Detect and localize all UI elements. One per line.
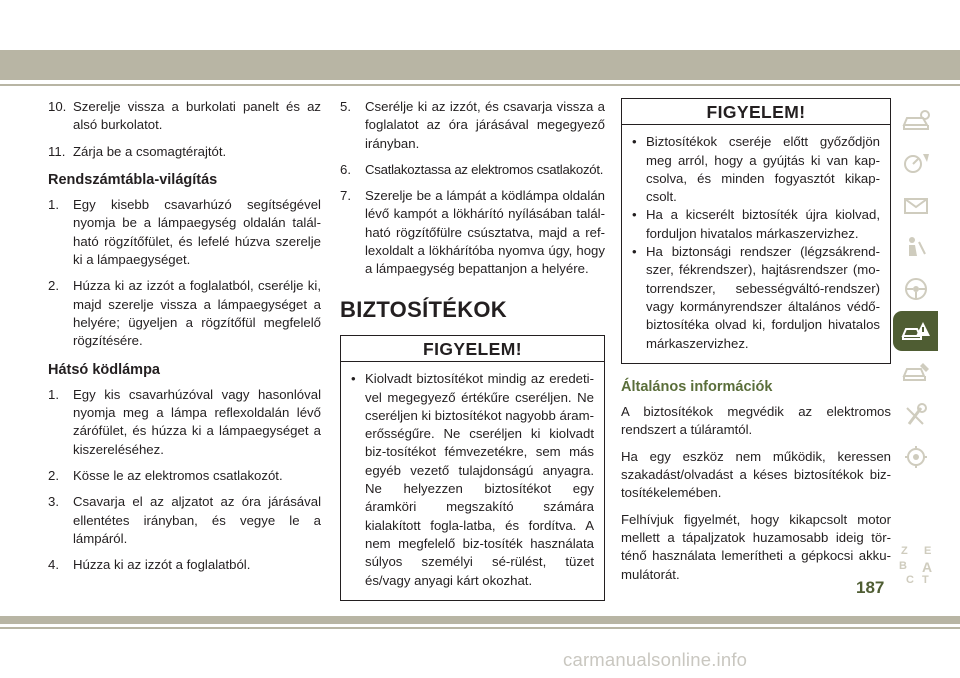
step-number: 10.	[48, 99, 67, 114]
fog-step-3	[48, 493, 321, 548]
column-middle	[340, 98, 605, 601]
step-11	[48, 143, 321, 161]
step-text: Egy kis csavarhúzóval vagy hasonlóval nyomja meg a lámpa reflexoldalán lévő zárófület, és húzza ki a lámpaegységet a kiszereléséhez.	[73, 386, 321, 457]
step-number: 7.	[340, 188, 351, 204]
fog-step-7	[340, 187, 605, 278]
tab-tools[interactable]	[893, 395, 938, 435]
warning-bullet	[351, 370, 594, 590]
step-number: 4.	[48, 557, 59, 573]
paragraph: A biztosítékok megvédik az elektromos rendszert a túláramtól.	[621, 404, 891, 438]
fog-step-4	[48, 556, 321, 574]
tab-dashboard[interactable]	[893, 143, 938, 183]
index-letter: C	[906, 574, 914, 586]
warning-box	[340, 335, 605, 601]
step-text: Zárja be a csomagtérajtót.	[73, 143, 227, 159]
step-text: Szerelje be a lámpát a ködlámpa oldalán lévő kampót a lökhárító nyílásában talál-ható rögzítőfülre csúsztatva, majd a ref-lexoldalt a lökhárítóba nyomva úgy, hogy a lámpaegység bepattanjon a helyére.	[365, 188, 605, 277]
page-number: 187	[856, 578, 885, 597]
index-letter: A	[922, 559, 933, 575]
step-number: 1.	[48, 197, 59, 213]
step-number: 2.	[48, 278, 59, 294]
warning-body	[341, 362, 604, 600]
fog-step-5	[340, 98, 605, 153]
header-line	[0, 84, 960, 86]
index-letter: T	[922, 574, 929, 586]
bullet-text: Kiolvadt biztosítékot mindig az eredeti-vel megegyező értékűre cseréljen. Ne cseréljen ki biztosítékot nagyobb áram-erősségűre. Ne cseréljen ki kiolvadt biz-tosítékot fémvezetékre, sem más egyéb vezető tulajdonságú anyagra. Ne helyezzen biztosítékot egy áramköri megszakító számára kialakított fogla-latba, és fordítva. A nem megfelelő biz-tosíték használata súlyos személyi sé-rülést, tüzet és/vagy anyagi kárt okozhat.	[365, 371, 594, 588]
warning-car-icon	[901, 318, 931, 344]
safety-icon	[901, 234, 931, 260]
tab-messages[interactable]	[893, 185, 938, 225]
step-10	[48, 98, 321, 135]
step-text: Cserélje ki az izzót, és csavarja vissza a foglalatot az óra járásával megegyező irányban.	[365, 99, 605, 151]
step-number: 11.	[48, 143, 66, 159]
service-icon	[901, 360, 931, 386]
tab-steering[interactable]	[893, 269, 938, 309]
index-letter: B	[899, 560, 907, 572]
section-title-fuses: BIZTOSÍTÉKOK	[340, 296, 507, 322]
footer-band	[0, 616, 960, 624]
column-right	[621, 98, 891, 592]
tab-safety[interactable]	[893, 227, 938, 267]
warning-bullet	[632, 206, 880, 243]
step-text: Kösse le az elektromos csatlakozót.	[73, 468, 283, 484]
index-letter: Z	[901, 545, 908, 557]
heading-plate-light: Rendszámtábla-világítás	[48, 171, 218, 188]
step-text: Csatlakoztassa az elektromos csatlakozót.	[365, 161, 604, 177]
watermark: carmanualsonline.info	[563, 649, 748, 670]
step-text: Egy kisebb csavarhúzó segítségével nyomja be a lámpaegység oldalán talál-ható rögzítőfület, és lefelé húzva szerelje ki a lámpaegységet.	[73, 197, 321, 268]
bullet-dot: •	[632, 134, 637, 150]
fog-step-2	[48, 467, 321, 485]
fog-step-1	[48, 386, 321, 459]
warning-bullet	[632, 243, 880, 353]
bullet-dot: •	[632, 207, 637, 223]
plate-step-1	[48, 196, 321, 269]
heading-general-info: Általános információk	[621, 378, 773, 395]
heading-rear-fog: Hátsó ködlámpa	[48, 361, 160, 378]
dashboard-icon	[901, 150, 931, 176]
warning-title: FIGYELEM!	[622, 99, 890, 125]
fog-step-6	[340, 161, 605, 179]
step-number: 3.	[48, 494, 59, 510]
step-number: 2.	[48, 468, 59, 484]
bullet-dot: •	[351, 371, 356, 387]
step-text: Húzza ki az izzót a foglalatból, cserélje ki, majd szerelje vissza a lámpaegységet a helyére; ügyeljen a rögzítőfül megfelelő rögzítésére.	[73, 278, 321, 349]
tab-service[interactable]	[893, 353, 938, 393]
paragraph: Felhívjuk figyelmét, hogy kikapcsolt motor mellett a tápaljzatok huzamosabb ideig tör-ténő használata lemerítheti a gépkocsi akku-mulátorát.	[621, 511, 891, 582]
plate-step-2	[48, 277, 321, 350]
alphabetical-index-tab[interactable]	[898, 545, 938, 587]
step-text: Csavarja el az aljzatot az óra járásával ellentétes irányban, és vegye le a lámpáról.	[73, 494, 321, 546]
bullet-text: Ha a kicserélt biztosíték újra kiolvad, forduljon hivatalos márkaszervizhez.	[646, 207, 880, 241]
warning-title: FIGYELEM!	[341, 336, 604, 362]
car-info-icon	[901, 108, 931, 134]
warning-bullet	[632, 133, 880, 206]
specs-icon	[901, 444, 931, 470]
step-text: Húzza ki az izzót a foglalatból.	[73, 557, 251, 573]
warning-box	[621, 98, 891, 364]
step-text: Szerelje vissza a burkolati panelt és az alsó burkolatot.	[73, 99, 321, 133]
warning-body	[622, 125, 890, 363]
steering-icon	[901, 276, 931, 302]
step-number: 6.	[340, 161, 351, 177]
bullet-dot: •	[632, 244, 637, 260]
tools-icon	[901, 402, 931, 428]
header-band	[0, 50, 960, 80]
chapter-tabs	[893, 101, 938, 479]
tab-car-info[interactable]	[893, 101, 938, 141]
tab-emergency[interactable]	[893, 311, 938, 351]
step-number: 1.	[48, 386, 59, 402]
footer-line	[0, 627, 960, 629]
bullet-text: Ha biztonsági rendszer (légzsákrend-szer, fékrendszer), hajtásrendszer (mo-torrendszer, sebességváltó-rendszer) vagy kormányrendszer általános védő-biztosítéka olvad ki, forduljon hivatalos márkaszervizhez.	[646, 244, 880, 351]
column-left	[48, 98, 321, 583]
paragraph: Ha egy eszköz nem működik, keressen szakadást/olvadást a késes biztosítékok biz-tosítékelemében.	[621, 448, 891, 501]
step-number: 5.	[340, 99, 351, 114]
message-icon	[901, 192, 931, 218]
bullet-text: Biztosítékok cseréje előtt győződjön meg arról, hogy a gyújtás ki van kap-csolva, és minden fogyasztót kikap-csolt.	[646, 134, 880, 205]
index-letter: E	[924, 545, 932, 557]
tab-specs[interactable]	[893, 437, 938, 477]
